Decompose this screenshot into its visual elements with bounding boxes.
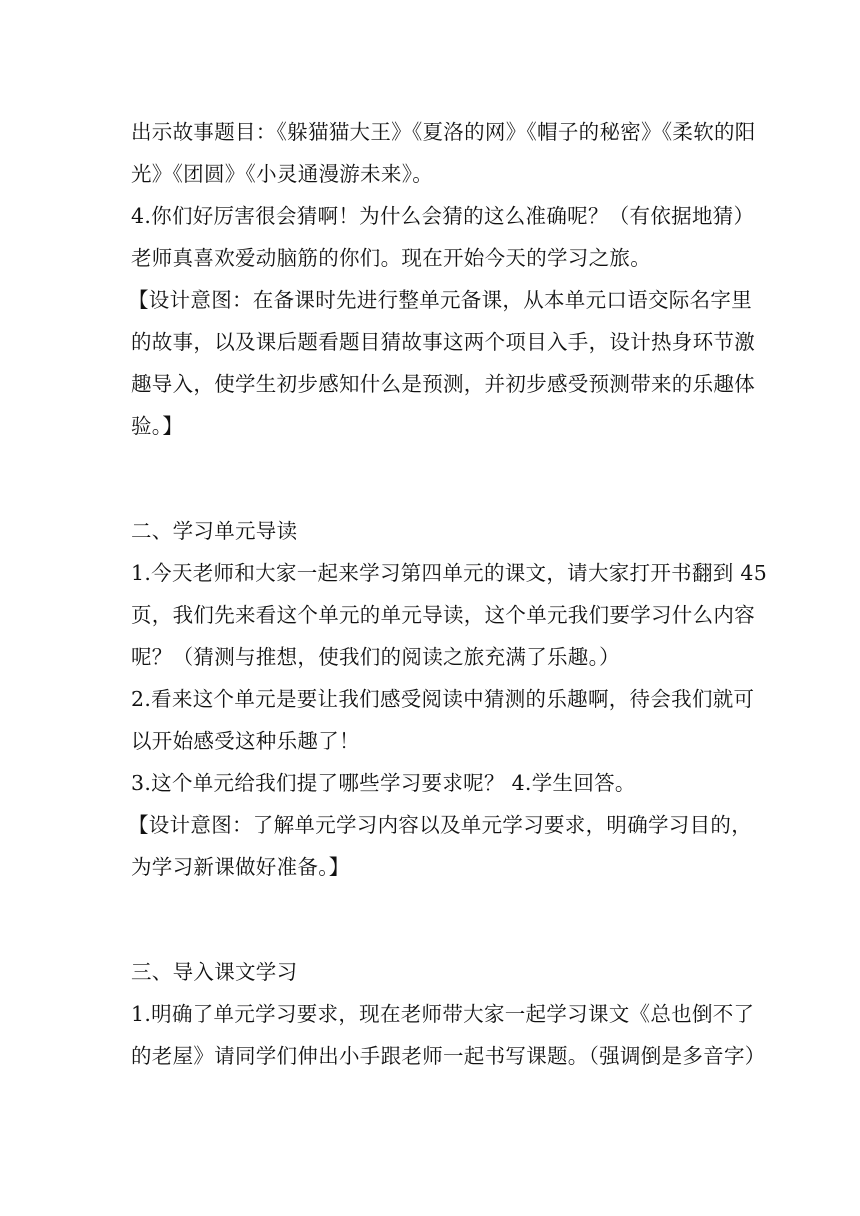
- design-intent-line: 为学习新课做好准备。】: [131, 855, 350, 879]
- design-intent-line: 【设计意图：了解单元学习内容以及单元学习要求，明确学习目的，: [128, 813, 752, 837]
- section-heading: 三、导入课文学习: [131, 960, 298, 984]
- text-line: 光》《团圆》《小灵通漫游未来》。: [131, 162, 434, 186]
- text-line: 老师真喜欢爱动脑筋的你们。现在开始今天的学习之旅。: [131, 246, 651, 270]
- text-line: 出示故事题目：《躲猫猫大王》《夏洛的网》《帽子的秘密》《柔软的阳: [131, 120, 756, 144]
- text-line: 呢？（猜测与推想，使我们的阅读之旅充满了乐趣。）: [131, 645, 620, 669]
- text-line: 2.看来这个单元是要让我们感受阅读中猜测的乐趣啊，待会我们就可: [131, 687, 755, 711]
- text-line: 页，我们先来看这个单元的单元导读，这个单元我们要学习什么内容: [131, 603, 755, 627]
- text-line: 3.这个单元给我们提了哪些学习要求呢？ 4.学生回答。: [131, 771, 636, 795]
- text-line: 1.今天老师和大家一起来学习第四单元的课文，请大家打开书翻到 45: [131, 561, 768, 585]
- text-line: 1.明确了单元学习要求，现在老师带大家一起学习课文《总也倒不了: [131, 1002, 755, 1026]
- design-intent-line: 趣导入，使学生初步感知什么是预测，并初步感受预测带来的乐趣体: [131, 372, 755, 396]
- design-intent-line: 验。】: [131, 414, 184, 438]
- design-intent-line: 【设计意图：在备课时先进行整单元备课，从本单元口语交际名字里: [128, 288, 752, 312]
- design-intent-line: 的故事，以及课后题看题目猜故事这两个项目入手，设计热身环节激: [131, 330, 755, 354]
- text-line: 4.你们好厉害很会猜啊！为什么会猜的这么准确呢？（有依据地猜）: [131, 204, 755, 228]
- text-line: 以开始感受这种乐趣了！: [131, 729, 360, 753]
- section-heading: 二、学习单元导读: [131, 519, 298, 543]
- text-line: 的老屋》请同学们伸出小手跟老师一起书写课题。（强调倒是多音字）: [131, 1044, 766, 1068]
